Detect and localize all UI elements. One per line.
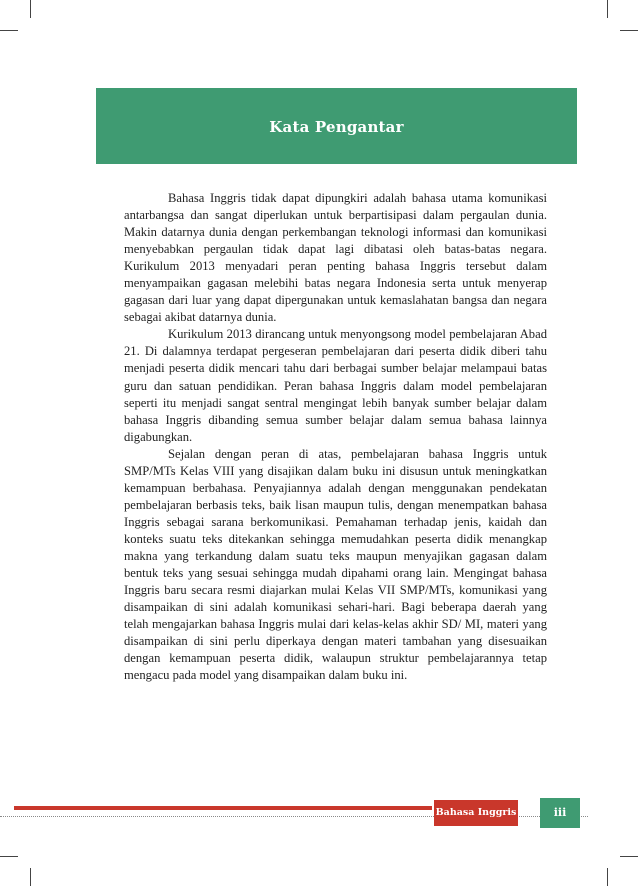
title-banner	[96, 88, 577, 164]
page-title: Kata Pengantar	[269, 118, 404, 136]
crop-mark	[620, 856, 638, 857]
paragraph-2: Kurikulum 2013 dirancang untuk menyongsong model pembelajaran Abad 21. Di dalamnya terdapat pergeseran pembelajaran dari peserta didik diberi tahu menjadi peserta didik mencari tahu dari berbagai sumber belajar melampaui batas guru dan satuan pendidikan. Peran bahasa Inggris dalam model pembelajaran seperti itu menjadi sangat sentral mengingat lebih banyak sumber belajar dalam bahasa Inggris dibanding semua sumber belajar dalam semua bahasa lainnya digabungkan.	[124, 327, 547, 444]
crop-mark	[620, 30, 638, 31]
paragraph-1: Bahasa Inggris tidak dapat dipungkiri adalah bahasa utama komunikasi antarbangsa dan sangat diperlukan untuk berpartisipasi dalam pergaulan dunia. Makin datarnya dunia dengan perkembangan teknologi informasi dan komunikasi menyebabkan pergaulan tidak dapat lagi dibatasi oleh batas-batas negara. Kurikulum 2013 menyadari peran penting bahasa Inggris tersebut dalam menyampaikan gagasan melebihi batas negara Indonesia serta untuk menyerap gagasan dari luar yang dapat dipergunakan untuk kemaslahatan bangsa dan negara sebagai akibat datarnya dunia.	[124, 191, 547, 325]
crop-mark	[0, 30, 18, 31]
banner-dotted-rule	[96, 164, 577, 172]
page-number: iii	[540, 798, 580, 828]
crop-mark	[0, 856, 18, 857]
paragraph-3: Sejalan dengan peran di atas, pembelajaran bahasa Inggris untuk SMP/MTs Kelas VIII yang disajikan dalam buku ini disusun untuk meningkatkan kemampuan berbahasa. Penyajiannya adalah dengan menggunakan pendekatan pembelajaran berbasis teks, baik lisan maupun tulis, dengan menempatkan bahasa Inggris sebagai sarana berkomunikasi. Pemahaman terhadap jenis, kaidah dan konteks suatu teks ditekankan sehingga memudahkan peserta didik menangkap makna yang terkandung dalam suatu teks maupun menyajikan gagasan dalam bentuk teks yang sesuai sehingga mudah dipahami orang lain. Mengingat bahasa Inggris baru secara resmi diajarkan mulai Kelas VII SMP/MTs, komunikasi yang disampaikan di sini adalah komunikasi sehari-hari. Bagi beberapa daerah yang telah mengajarkan bahasa Inggris mulai dari kelas-kelas akhir SD/ MI, materi yang disampaikan di sini perlu diperkaya dengan materi tambahan yang disesuaikan dengan kemampuan peserta didik, walaupun struktur pembelajarannya tetap mengacu pada model yang disampaikan dalam buku ini.	[124, 446, 547, 683]
crop-mark	[607, 0, 608, 18]
body-text	[124, 190, 547, 684]
crop-mark	[607, 868, 608, 886]
footer-book-label: Bahasa Inggris	[434, 800, 518, 826]
crop-mark	[30, 868, 31, 886]
crop-mark	[30, 0, 31, 18]
footer-red-bar	[14, 806, 432, 810]
